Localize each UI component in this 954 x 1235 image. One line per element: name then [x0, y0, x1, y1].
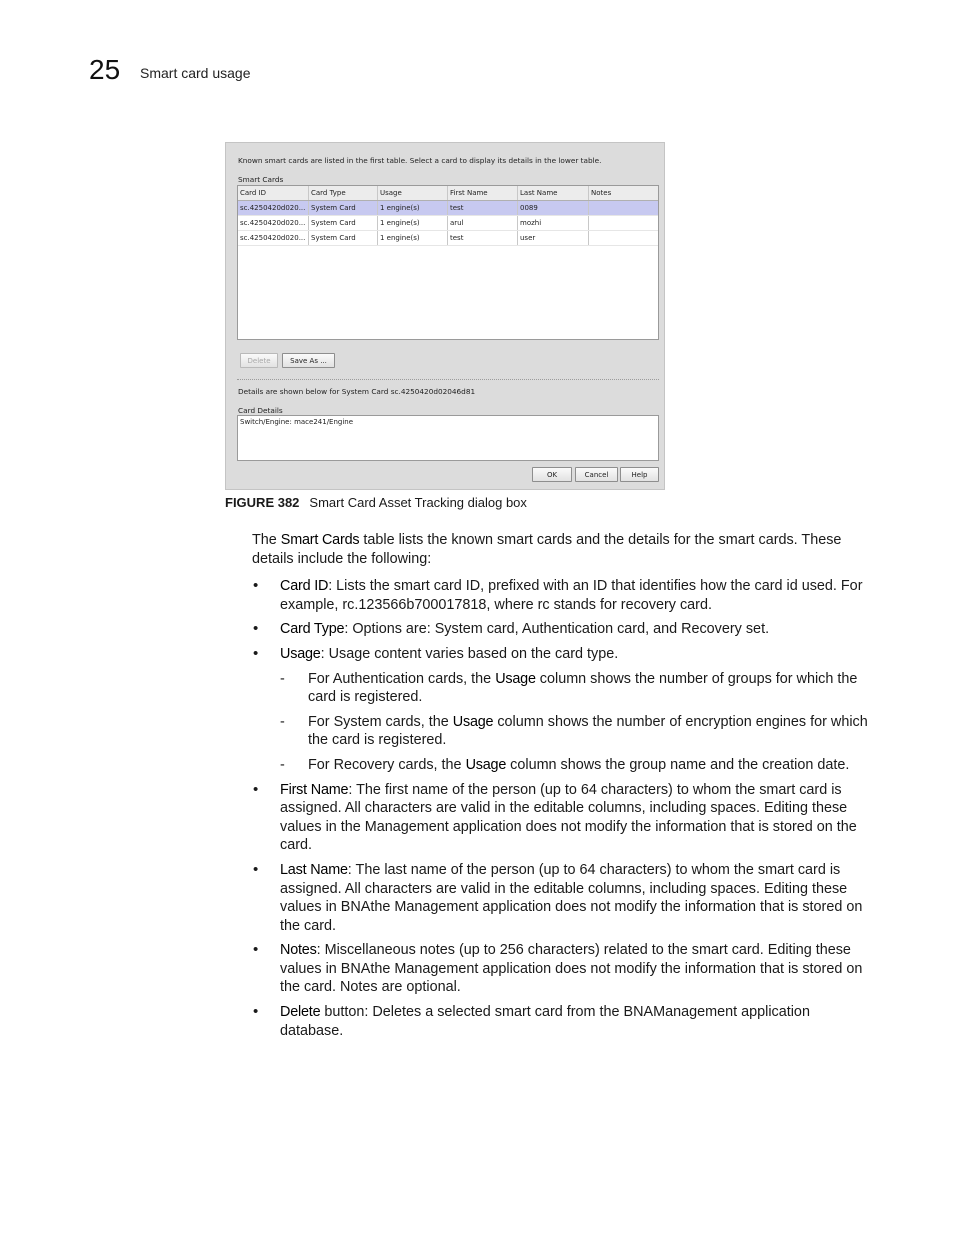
cell-last-name[interactable]: 0089 — [518, 201, 589, 215]
cell-card-type: System Card — [309, 231, 378, 245]
term-usage: Usage — [465, 756, 507, 773]
column-header-last-name[interactable]: Last Name — [518, 186, 589, 200]
cell-first-name[interactable]: test — [448, 231, 518, 245]
table-row[interactable] — [238, 216, 658, 231]
sub-item-text-rest: column shows the number of encryption engines for which the card is registered. — [308, 713, 868, 749]
table-row[interactable] — [238, 231, 658, 246]
chapter-number: 25 — [89, 54, 121, 85]
body-text — [252, 531, 868, 1040]
term-usage: Usage — [280, 645, 321, 662]
sub-item-text-rest: column shows the number of groups for which the card is registered. — [308, 670, 858, 706]
card-details-area[interactable] — [237, 415, 659, 461]
cell-notes[interactable] — [589, 201, 658, 215]
term-delete: Delete — [280, 1004, 321, 1021]
list-item-text: : The last name of the person (up to 64 characters) to whom the smart card is assigned. All characters are valid in the editable columns, including spaces. Editing these values in BNAthe Management application does not modify the information that is stored on the card. — [280, 861, 863, 934]
cell-last-name[interactable]: mozhi — [518, 216, 589, 230]
intro-text-rest: table lists the known smart cards and the details for the smart cards. These details include the following: — [252, 532, 842, 567]
list-item-text: : The first name of the person (up to 64 characters) to whom the smart card is assigned. All characters are valid in the editable columns, including spaces. Editing these values in the Management application does not modify the information that is stored on the card. — [280, 781, 857, 854]
list-item-text: : Usage content varies based on the card type. — [320, 645, 619, 662]
list-item-text: button: Deletes a selected smart card from the BNAManagement application database. — [280, 1004, 810, 1039]
figure-title: Smart Card Asset Tracking dialog box — [309, 495, 527, 510]
list-item — [252, 941, 868, 997]
figure-caption — [225, 495, 527, 510]
cell-card-type: System Card — [309, 201, 378, 215]
term-card-type: Card Type — [280, 621, 345, 638]
sub-list-item — [280, 670, 868, 707]
cell-usage: 1 engine(s) — [378, 216, 448, 230]
list-item — [252, 577, 868, 614]
column-header-first-name[interactable]: First Name — [448, 186, 518, 200]
column-header-card-type[interactable]: Card Type — [309, 186, 378, 200]
table-header-row — [238, 186, 658, 201]
term-card-id: Card ID — [280, 578, 329, 595]
save-as-button[interactable]: Save As ... — [282, 353, 335, 368]
smart-card-asset-tracking-dialog — [225, 142, 665, 490]
cell-card-id: sc.4250420d020... — [238, 216, 309, 230]
card-details-label: Card Details — [238, 406, 283, 415]
term-first-name: First Name — [280, 781, 349, 798]
sub-item-text: For Recovery cards, the — [308, 756, 466, 773]
term-usage: Usage — [495, 670, 536, 687]
list-item-text: : Options are: System card, Authentication card, and Recovery set. — [344, 621, 770, 638]
column-header-usage[interactable]: Usage — [378, 186, 448, 200]
delete-button[interactable]: Delete — [240, 353, 278, 368]
details-description: Details are shown below for System Card sc.4250420d02046d81 — [238, 387, 476, 396]
cell-card-type: System Card — [309, 216, 378, 230]
list-item-text: : Miscellaneous notes (up to 256 characters) related to the smart card. Editing these values in BNAthe Management application does not modify the information that is stored on the card. Notes are optional. — [280, 942, 863, 996]
term-smart-cards: Smart Cards — [280, 532, 360, 548]
cell-first-name[interactable]: test — [448, 201, 518, 215]
sub-item-text: For Authentication cards, the — [308, 670, 496, 687]
section-divider — [237, 379, 659, 380]
table-row[interactable] — [238, 201, 658, 216]
chapter-title: Smart card usage — [140, 65, 251, 81]
cancel-button[interactable]: Cancel — [575, 467, 618, 482]
term-last-name: Last Name — [280, 861, 348, 878]
list-item — [252, 781, 868, 855]
list-item — [252, 861, 868, 935]
list-item — [252, 1003, 868, 1040]
intro-text: The — [252, 532, 281, 548]
sub-item-text: For System cards, the — [308, 713, 453, 730]
cell-notes[interactable] — [589, 216, 658, 230]
cell-usage: 1 engine(s) — [378, 231, 448, 245]
help-button[interactable]: Help — [620, 467, 659, 482]
dialog-intro-text: Known smart cards are listed in the first table. Select a card to display its details in the lower table. — [238, 156, 602, 165]
cell-notes[interactable] — [589, 231, 658, 245]
column-header-card-id[interactable]: Card ID — [238, 186, 309, 200]
ok-button[interactable]: OK — [532, 467, 572, 482]
term-usage: Usage — [452, 713, 494, 730]
usage-sub-list — [280, 670, 868, 775]
smart-cards-label: Smart Cards — [238, 175, 284, 184]
sub-item-text-rest: column shows the group name and the creation date. — [506, 756, 850, 773]
cell-first-name[interactable]: arul — [448, 216, 518, 230]
column-header-notes[interactable]: Notes — [591, 189, 612, 197]
figure-number: FIGURE 382 — [225, 495, 300, 510]
term-notes: Notes — [280, 942, 317, 959]
list-item-text: : Lists the smart card ID, prefixed with an ID that identifies how the card id used. For example, rc.123566b700017818, where rc stands for recovery card. — [280, 578, 863, 613]
list-item — [252, 620, 868, 639]
sub-list-item — [280, 713, 868, 750]
field-list — [252, 577, 868, 1040]
intro-paragraph — [252, 531, 868, 568]
smart-cards-table — [237, 185, 659, 340]
cell-card-id: sc.4250420d020... — [238, 231, 309, 245]
sub-list-item — [280, 756, 868, 775]
card-details-value: Switch/Engine: mace241/Engine — [240, 418, 354, 426]
list-item — [252, 645, 868, 775]
cell-card-id: sc.4250420d020... — [238, 201, 309, 215]
cell-usage: 1 engine(s) — [378, 201, 448, 215]
cell-last-name[interactable]: user — [518, 231, 589, 245]
